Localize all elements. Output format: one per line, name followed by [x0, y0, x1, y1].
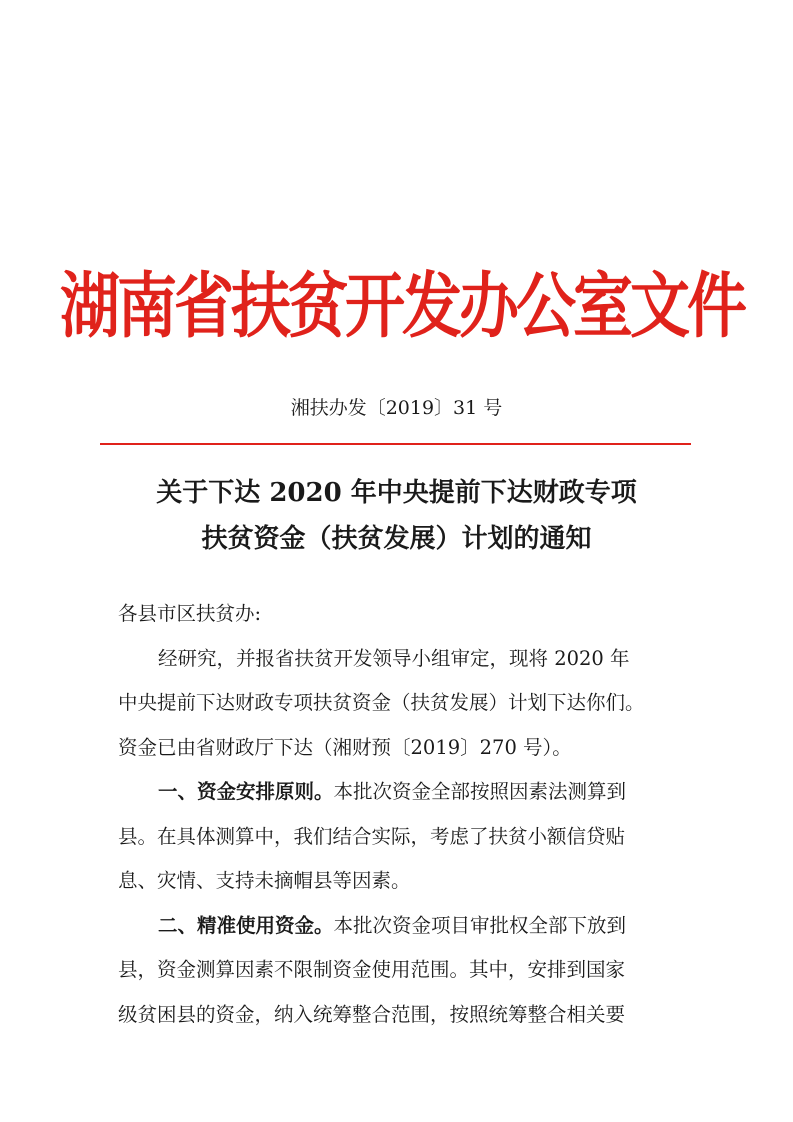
paragraph-3-line-1: 本批次资金项目审批权全部下放到: [333, 913, 627, 937]
red-separator-line: [100, 443, 691, 445]
issuing-authority-title: 湖南省扶贫开发办公室文件: [60, 265, 744, 349]
paragraph-1-line-1: 经研究，并报省扶贫开发领导小组审定，现将 2020 年: [158, 646, 630, 670]
paragraph-2-line-3: 息、灾情、支持未摘帽县等因素。: [118, 869, 411, 892]
paragraph-1-line-3: 资金已由省财政厅下达（湘财预〔2019〕270 号）。: [118, 735, 572, 759]
paragraph-2: [118, 770, 678, 904]
document-number: 湘扶办发〔2019〕31 号: [290, 397, 503, 419]
paragraph-3-line-3: 级贫困县的资金，纳入统筹整合范围，按照统筹整合相关要: [118, 1002, 626, 1026]
section-heading-1: 一、资金安排原则。: [158, 780, 334, 803]
paragraph-2-line-2: 县。在具体测算中，我们结合实际，考虑了扶贫小额信贷贴: [118, 824, 626, 848]
paragraph-1: [118, 637, 678, 771]
salutation: 各县市区扶贫办:: [118, 602, 262, 625]
document-body: [118, 592, 678, 1037]
paragraph-2-line-1: 本批次资金全部按照因素法测算到: [333, 780, 627, 803]
section-heading-2: 二、精准使用资金。: [158, 913, 334, 937]
notice-title-line-2: 扶贫资金（扶贫发展）计划的通知: [201, 524, 592, 554]
paragraph-1-line-2: 中央提前下达财政专项扶贫资金（扶贫发展）计划下达你们。: [118, 691, 645, 714]
paragraph-3-line-2: 县，资金测算因素不限制资金使用范围。其中，安排到国家: [118, 958, 626, 981]
notice-title: [90, 470, 703, 562]
notice-title-line-1: 关于下达 2020 年中央提前下达财政专项: [156, 478, 637, 508]
paragraph-3: [118, 904, 678, 1038]
